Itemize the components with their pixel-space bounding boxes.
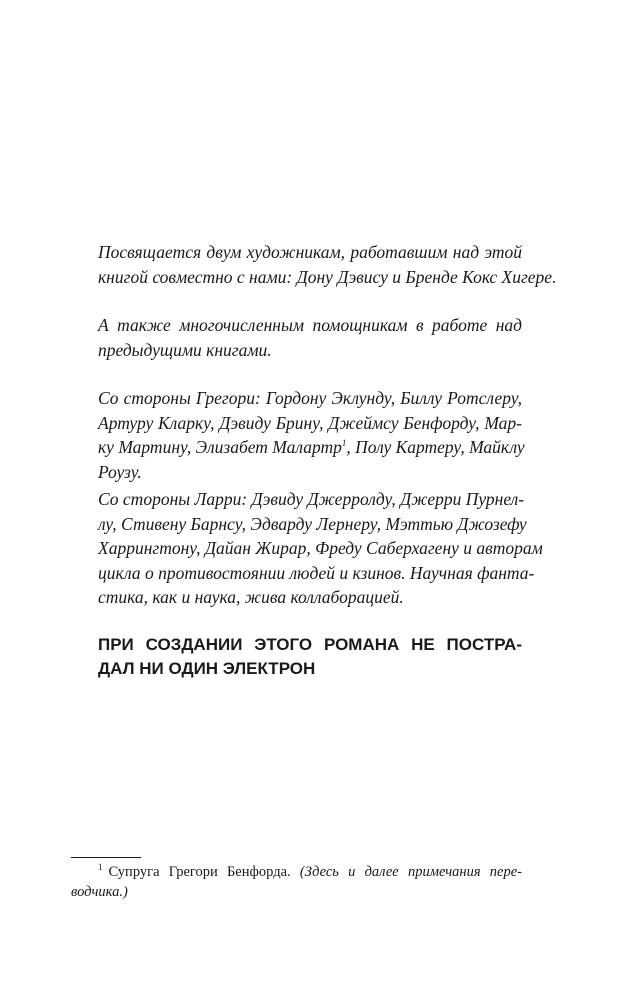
dedication-block bbox=[98, 240, 557, 681]
text-line: Роузу. bbox=[98, 461, 142, 482]
text-line: предыдущими книгами. bbox=[98, 339, 272, 360]
footnote-text: Супруга Грегори Бенфорда. bbox=[108, 864, 291, 880]
text-fragment: , Полу Картеру, Майклу bbox=[346, 437, 525, 457]
heading-line: ПРИ СОЗДАНИИ ЭТОГО РОМАНА НЕ ПОСТРА- bbox=[98, 634, 522, 654]
dedication-paragraph-helpers bbox=[98, 313, 522, 362]
dedication-paragraph-larry bbox=[98, 487, 543, 610]
text-line: Со стороны Ларри: Дэвиду Джерролду, Джерри Пурнел- bbox=[98, 489, 525, 509]
footnote bbox=[71, 862, 522, 902]
dedication-paragraph-artists bbox=[98, 240, 557, 289]
text-line bbox=[98, 435, 525, 460]
text-line: цикла о противостоянии людей и кзинов. Научная фанта- bbox=[98, 562, 535, 583]
text-line: А также многочисленным помощникам в работе над bbox=[98, 315, 522, 335]
text-line: лу, Стивену Барнсу, Эдварду Лернеру, Мэттью Джозефу bbox=[98, 513, 527, 534]
text-line: Посвящается двум художникам, работавшим над этой bbox=[98, 242, 522, 262]
electron-heading bbox=[98, 633, 522, 681]
text-line: книгой совместно с нами: Дону Дэвису и Бренде Кокс Хигере. bbox=[98, 266, 557, 287]
dedication-paragraph-gregory bbox=[98, 386, 525, 484]
text-line: стика, как и наука, жива коллаборацией. bbox=[98, 587, 404, 607]
footnote-translator-note: (Здесь и далее примечания пере- bbox=[299, 864, 522, 880]
heading-line: ДАЛ НИ ОДИН ЭЛЕКТРОН bbox=[98, 658, 316, 678]
text-line: Со стороны Грегори: Гордону Эклунду, Биллу Ротслеру, bbox=[98, 388, 522, 408]
footnote-number: 1 bbox=[98, 862, 103, 873]
footnote-reference: 1 bbox=[341, 438, 347, 449]
text-line: Артуру Кларку, Дэвиду Брину, Джеймсу Бенфорду, Мар- bbox=[98, 412, 522, 433]
footnote-translator-note-end: водчика.) bbox=[71, 884, 128, 900]
footnote-line bbox=[71, 862, 522, 882]
footnote-divider bbox=[71, 857, 141, 858]
text-line: Харрингтону, Дайан Жирар, Фреду Саберхагену и авторам bbox=[98, 538, 543, 558]
text-fragment: ку Мартину, Элизабет Малартр bbox=[98, 437, 342, 457]
